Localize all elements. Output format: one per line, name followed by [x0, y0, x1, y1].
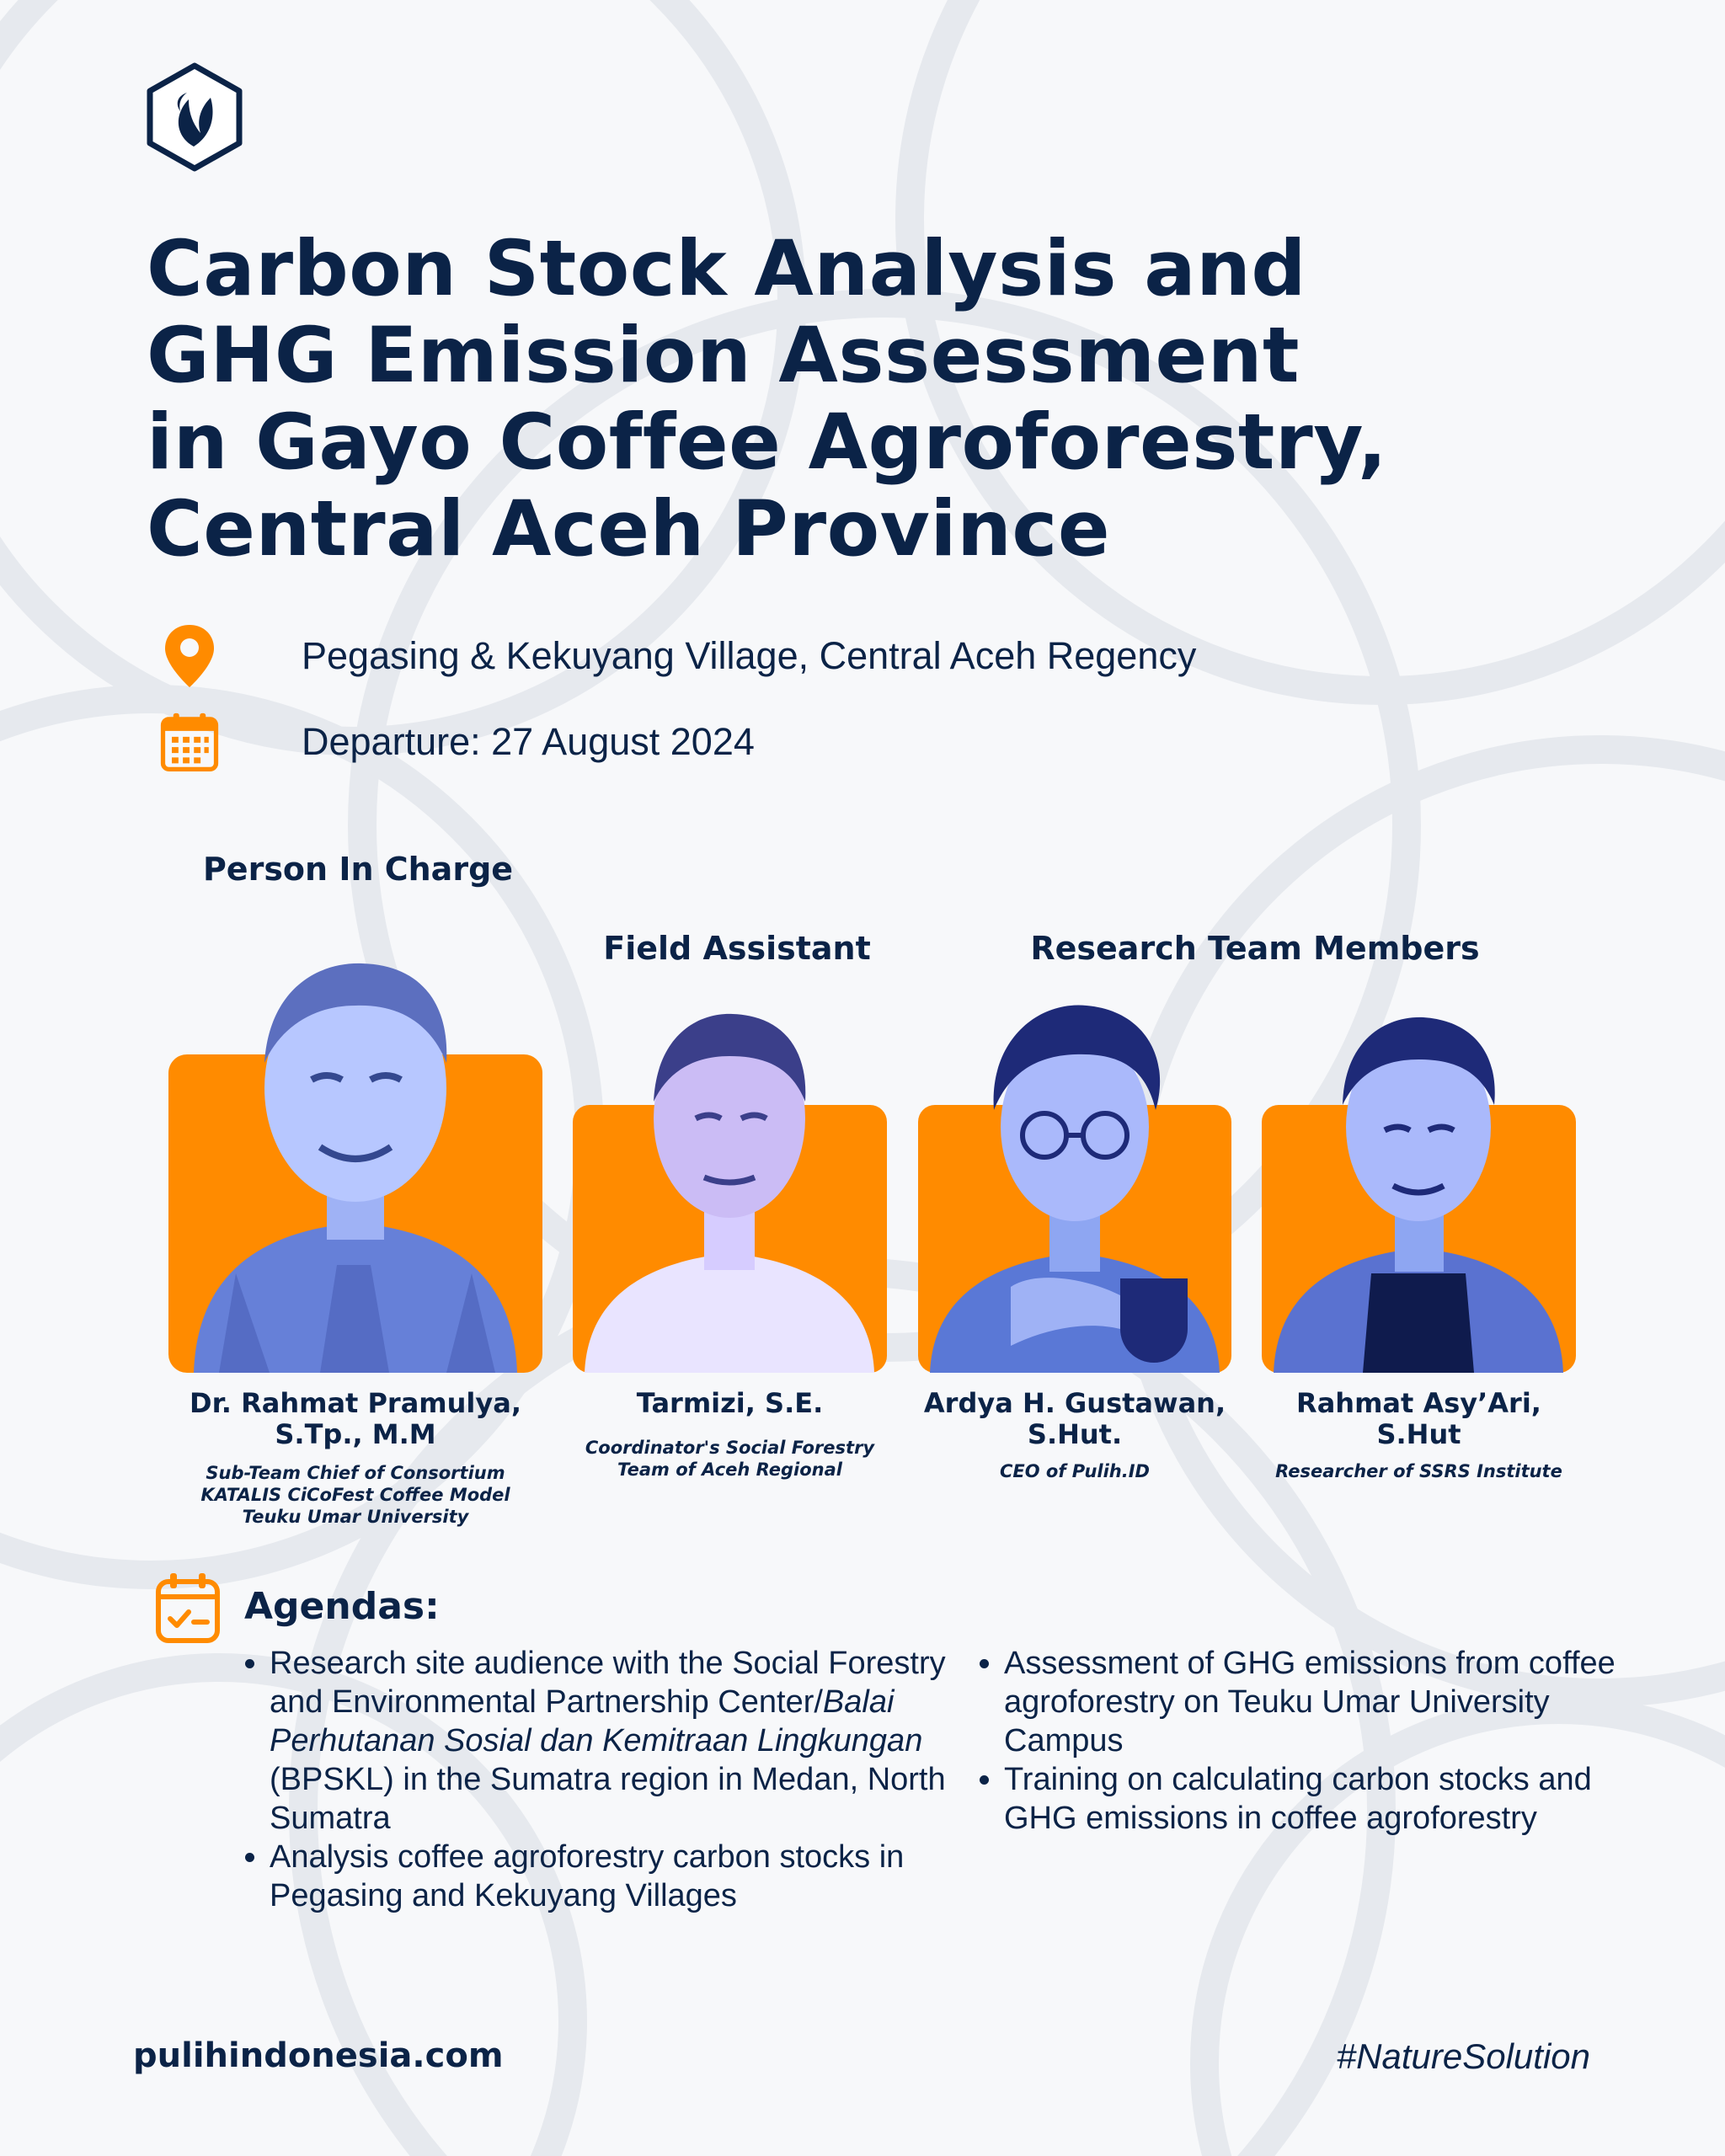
agenda-item: • Training on calculating carbon stocks and GHG emissions in coffee agroforestry — [1004, 1760, 1661, 1838]
portrait-card-ardya-gustawan — [918, 984, 1231, 1373]
title-line-3: in Gayo Coffee Agroforestry, — [147, 398, 1388, 487]
agenda-item — [270, 1644, 952, 1838]
person-name-ardya-gustawan: Ardya H. Gustawan, S.Hut. — [923, 1387, 1226, 1450]
leaf-hexagon-logo-icon — [145, 62, 244, 172]
departure-row — [160, 707, 1592, 776]
role-research-team: Research Team Members — [1030, 930, 1480, 967]
agenda-list-right — [970, 1644, 1661, 1838]
location-pin-icon — [160, 622, 219, 691]
hashtag: #NatureSolution — [1336, 2036, 1590, 2076]
portrait-card-tarmizi — [573, 975, 887, 1373]
page-title — [147, 226, 1663, 573]
location-text: Pegasing & Kekuyang Village, Central Aceh Regency — [302, 634, 1197, 677]
title-line-2: GHG Emission Assessment — [147, 312, 1300, 400]
role-person-in-charge: Person In Charge — [202, 851, 514, 888]
person-title-rahmat-pramulya: Sub-Team Chief of Consortium KATALIS CiCoFest Coffee Model Teuku Umar University — [200, 1463, 510, 1527]
person-name-tarmizi: Tarmizi, S.E. — [636, 1387, 824, 1419]
agenda-item: • Analysis coffee agroforestry carbon stocks in Pegasing and Kekuyang Villages — [270, 1838, 952, 1915]
calendar-icon — [160, 707, 219, 776]
title-line-4: Central Aceh Province — [147, 485, 1111, 574]
departure-text: Departure: 27 August 2024 — [302, 720, 755, 763]
agendas-heading: Agendas: — [244, 1585, 440, 1628]
agenda-item: • Assessment of GHG emissions from coffee agroforestry on Teuku Umar University Campus — [1004, 1644, 1661, 1760]
person-title-tarmizi: Coordinator's Social Forestry Team of Aceh Regional — [585, 1438, 875, 1480]
agenda-item-1-italic: Balai Perhutanan Sosial dan Kemitraan Lingkungan — [270, 1684, 923, 1758]
portrait-card-rahmat-asyari — [1262, 987, 1576, 1373]
title-line-1: Carbon Stock Analysis and — [147, 225, 1307, 313]
portrait-card-rahmat-pramulya — [168, 911, 542, 1373]
person-title-rahmat-asyari: Researcher of SSRS Institute — [1275, 1461, 1562, 1481]
checklist-calendar-icon — [153, 1572, 222, 1644]
person-name-rahmat-pramulya: Dr. Rahmat Pramulya, S.Tp., M.M — [190, 1387, 521, 1450]
role-field-assistant: Field Assistant — [603, 930, 871, 967]
website-link[interactable]: pulihindonesia.com — [133, 2036, 504, 2075]
agenda-item-1-text-end: (BPSKL) in the Sumatra region in Medan, North Sumatra — [270, 1762, 946, 1836]
person-name-rahmat-asyari: Rahmat Asy’Ari, S.Hut — [1296, 1387, 1541, 1450]
agenda-item-1-text: Research site audience with the Social Forestry and Environmental Partnership Center/ — [270, 1646, 946, 1720]
person-title-ardya-gustawan: CEO of Pulih.ID — [1000, 1461, 1150, 1481]
agenda-list-left — [236, 1644, 952, 1915]
location-row — [160, 622, 1592, 691]
